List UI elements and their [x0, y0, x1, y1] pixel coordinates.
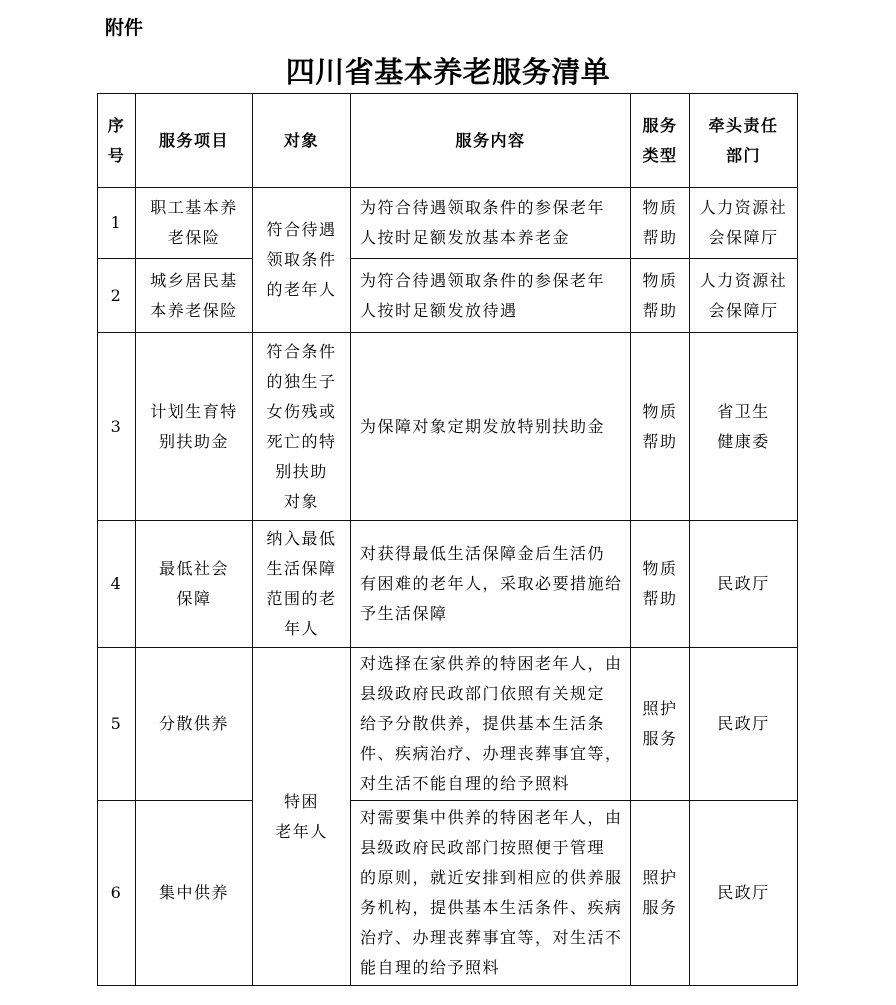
service-item: 最低社会 保障 [136, 521, 253, 648]
row-index: 5 [98, 648, 136, 801]
service-list-table [97, 93, 798, 986]
lead-department: 人力资源社 会保障厅 [690, 188, 798, 259]
service-content: 为保障对象定期发放特别扶助金 [351, 333, 631, 521]
service-item: 计划生育特 别扶助金 [136, 333, 253, 521]
header-service-type: 服务 类型 [631, 94, 690, 188]
service-type: 照护 服务 [631, 648, 690, 801]
row-index: 2 [98, 259, 136, 333]
service-content: 对需要集中供养的特困老年人，由 县级政府民政部门按照便于管理 的原则，就近安排到相应的供养服 务机构，提供基本生活条件、疾病 治疗、办理丧葬事宜等，对生活不 能自理的给予照料 [351, 801, 631, 986]
service-type: 物质 帮助 [631, 521, 690, 648]
table-row [98, 188, 798, 259]
row-index: 1 [98, 188, 136, 259]
table-row [98, 333, 798, 521]
service-item: 集中供养 [136, 801, 253, 986]
table-row [98, 521, 798, 648]
service-type: 物质 帮助 [631, 259, 690, 333]
header-service-item: 服务项目 [136, 94, 253, 188]
lead-department: 民政厅 [690, 521, 798, 648]
service-target: 符合待遇 领取条件 的老年人 [253, 188, 351, 333]
service-item: 城乡居民基 本养老保险 [136, 259, 253, 333]
service-content: 对获得最低生活保障金后生活仍 有困难的老年人，采取必要措施给 予生活保障 [351, 521, 631, 648]
page-title: 四川省基本养老服务清单 [285, 55, 611, 89]
lead-department: 民政厅 [690, 801, 798, 986]
header-service-content: 服务内容 [351, 94, 631, 188]
service-content: 为符合待遇领取条件的参保老年 人按时足额发放基本养老金 [351, 188, 631, 259]
service-target: 纳入最低 生活保障 范围的老 年人 [253, 521, 351, 648]
service-item: 职工基本养 老保险 [136, 188, 253, 259]
table-row [98, 648, 798, 801]
row-index: 6 [98, 801, 136, 986]
header-index: 序 号 [98, 94, 136, 188]
attachment-label: 附件 [105, 17, 144, 39]
lead-department: 人力资源社 会保障厅 [690, 259, 798, 333]
table-row [98, 259, 798, 333]
header-lead-department: 牵头责任 部门 [690, 94, 798, 188]
service-type: 照护 服务 [631, 801, 690, 986]
lead-department: 民政厅 [690, 648, 798, 801]
service-type: 物质 帮助 [631, 188, 690, 259]
header-target: 对象 [253, 94, 351, 188]
table-row [98, 801, 798, 986]
service-target: 特困 老年人 [253, 648, 351, 986]
table-header-row [98, 94, 798, 188]
service-target: 符合条件 的独生子 女伤残或 死亡的特 别扶助 对象 [253, 333, 351, 521]
lead-department: 省卫生 健康委 [690, 333, 798, 521]
service-item: 分散供养 [136, 648, 253, 801]
row-index: 3 [98, 333, 136, 521]
service-type: 物质 帮助 [631, 333, 690, 521]
service-content: 为符合待遇领取条件的参保老年 人按时足额发放待遇 [351, 259, 631, 333]
service-content: 对选择在家供养的特困老年人，由 县级政府民政部门依照有关规定 给予分散供养，提供基本生活条 件、疾病治疗、办理丧葬事宜等， 对生活不能自理的给予照料 [351, 648, 631, 801]
row-index: 4 [98, 521, 136, 648]
